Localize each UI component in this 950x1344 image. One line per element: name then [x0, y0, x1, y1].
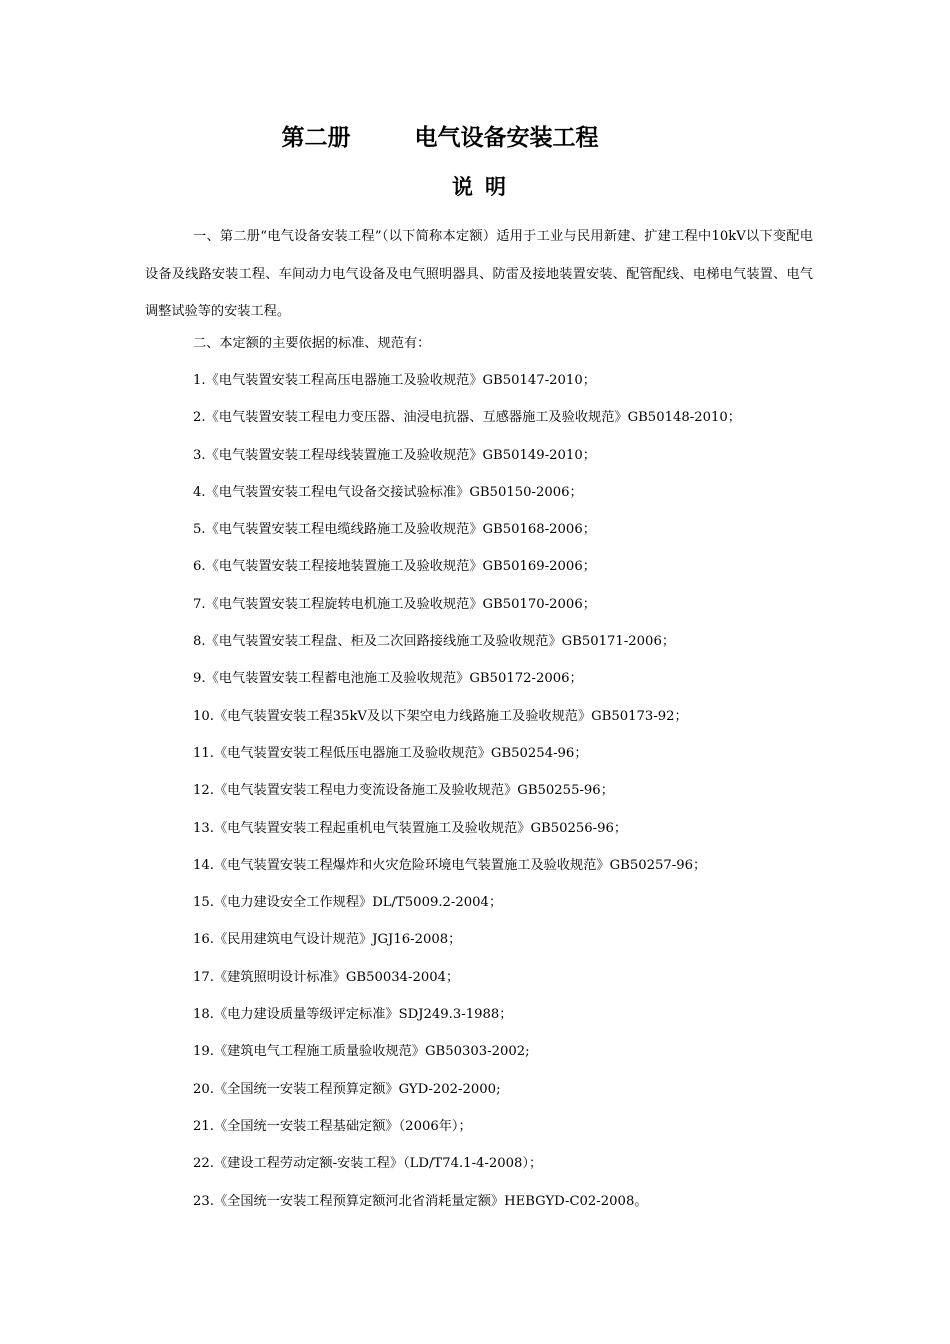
standard-item: 18.《电力建设质量等级评定标准》SDJ249.3-1988； — [193, 1007, 513, 1023]
standard-item: 21.《全国统一安装工程基础定额》（2006年）； — [193, 1118, 472, 1134]
standard-item: 20.《全国统一安装工程预算定额》GYD-202-2000; — [193, 1081, 501, 1097]
standard-item: 23.《全国统一安装工程预算定额河北省消耗量定额》HEBGYD-C02-2008。 — [193, 1193, 648, 1209]
standard-item: 13.《电气装置安装工程起重机电气装置施工及验收规范》GB50256-96； — [193, 820, 628, 836]
standard-item: 2.《电气装置安装工程电力变压器、油浸电抗器、互感器施工及验收规范》GB50148-2010； — [193, 410, 741, 426]
standard-item: 7.《电气装置安装工程旋转电机施工及验收规范》GB50170-2006； — [193, 596, 596, 612]
standard-item: 15.《电力建设安全工作规程》DL/T5009.2-2004； — [193, 895, 503, 911]
standard-item: 19.《建筑电气工程施工质量验收规范》GB50303-2002; — [193, 1044, 530, 1060]
standards-list — [193, 366, 741, 1224]
standard-item: 8.《电气装置安装工程盘、柜及二次回路接线施工及验收规范》GB50171-2006； — [193, 634, 676, 650]
standard-item: 1.《电气装置安装工程高压电器施工及验收规范》GB50147-2010； — [193, 373, 596, 388]
standard-item: 14.《电气装置安装工程爆炸和火灾危险环境电气装置施工及验收规范》GB50257-96； — [193, 857, 707, 873]
standard-item: 22.《建设工程劳动定额-安装工程》（LD/T74.1-4-2008）； — [193, 1156, 543, 1172]
standard-item: 17.《建筑照明设计标准》GB50034-2004； — [193, 969, 460, 985]
standard-item: 10.《电气装置安装工程35kV及以下架空电力线路施工及验收规范》GB50173-92； — [193, 708, 688, 724]
standard-item: 9.《电气装置安装工程蓄电池施工及验收规范》GB50172-2006； — [193, 671, 583, 687]
standard-item: 16.《民用建筑电气设计规范》JGJ16-2008； — [193, 932, 462, 948]
basis-paragraph: 二、本定额的主要依据的标准、规范有： — [193, 336, 431, 351]
scope-paragraph: 一、第二册“电气设备安装工程”（以下简称本定额）适用于工业与民用新建、扩建工程中10kV以下变配电设备及线路安装工程、车间动力电气设备及电气照明器具、防雷及接地装置安装、配管配线、电梯电气装置、电气调整试验等的安装工程。 — [145, 229, 813, 319]
document-title: 第二册 电气设备安装工程 — [281, 125, 599, 151]
standard-item: 4.《电气装置安装工程电气设备交接试验标准》GB50150-2006； — [193, 484, 583, 500]
standard-item: 11.《电气装置安装工程低压电器施工及验收规范》GB50254-96； — [193, 745, 588, 761]
standard-item: 12.《电气装置安装工程电力变流设备施工及验收规范》GB50255-96； — [193, 783, 614, 799]
standard-item: 5.《电气装置安装工程电缆线路施工及验收规范》GB50168-2006； — [193, 522, 596, 538]
standard-item: 6.《电气装置安装工程接地装置施工及验收规范》GB50169-2006； — [193, 559, 596, 575]
standard-item: 3.《电气装置安装工程母线装置施工及验收规范》GB50149-2010； — [193, 447, 596, 463]
document-subtitle: 说明 — [452, 175, 518, 199]
